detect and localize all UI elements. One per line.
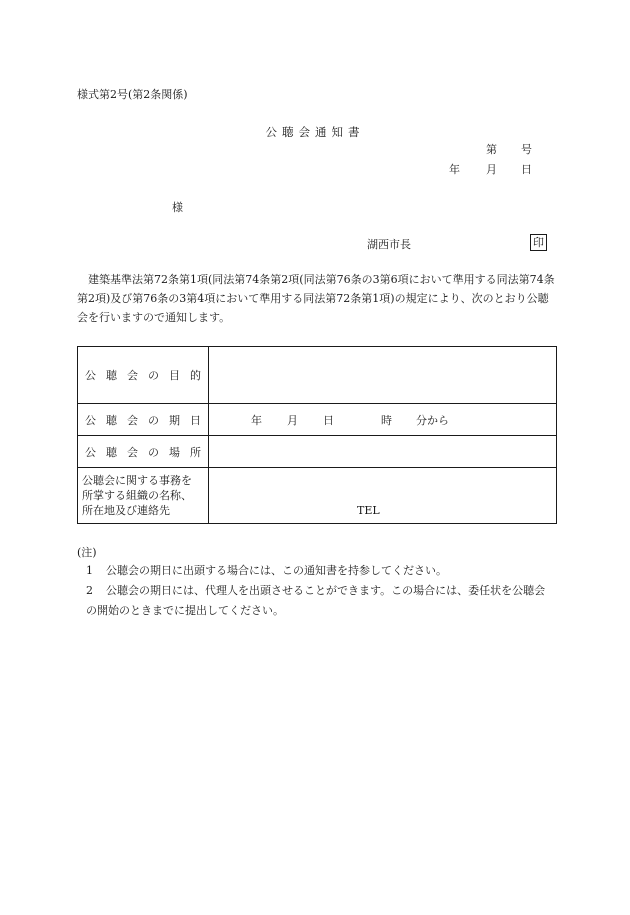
- label-char: の: [148, 413, 159, 427]
- label-char: 場: [169, 445, 180, 459]
- date-value-cell[interactable]: [209, 404, 557, 436]
- table-row-place: [78, 436, 557, 468]
- date-label-cell: [78, 404, 209, 436]
- meeting-year: 年: [251, 413, 262, 427]
- office-value-cell[interactable]: [209, 468, 557, 524]
- date-year: 年: [449, 163, 460, 176]
- label-char: 公: [85, 413, 96, 427]
- label-char: 日: [190, 413, 201, 427]
- office-label-cell: [78, 468, 209, 524]
- place-value-cell[interactable]: [209, 436, 557, 468]
- label-char: 所: [190, 445, 201, 459]
- date-month: 月: [486, 163, 497, 176]
- date-day: 日: [521, 163, 532, 176]
- number-suffix: 号: [521, 143, 532, 156]
- purpose-value-cell[interactable]: [209, 347, 557, 404]
- table-row-date: [78, 404, 557, 436]
- label-char: 目: [169, 369, 180, 382]
- meeting-month: 月: [287, 413, 298, 427]
- table-row-office: [78, 468, 557, 524]
- label-char: 公: [85, 445, 96, 459]
- meeting-day: 日: [323, 413, 334, 427]
- info-table: [77, 346, 557, 524]
- date-label: [78, 412, 208, 428]
- label-char: 会: [127, 445, 138, 459]
- label-char: の: [148, 369, 159, 382]
- office-label-line-3: 所在地及び連絡先: [82, 504, 170, 517]
- label-char: 的: [190, 369, 201, 382]
- number-prefix: 第: [486, 143, 497, 156]
- meeting-minute: 分から: [416, 413, 449, 427]
- issuer-name: 湖西市長: [367, 238, 411, 251]
- label-char: 公: [85, 369, 96, 382]
- office-label-line-2: 所掌する組織の名称、: [82, 489, 192, 502]
- label-char: 聴: [106, 369, 117, 382]
- note-text: 公聴会の期日には、代理人を出頭させることができます。この場合には、委任状を公聴会の開始のときまでに提出してください。: [86, 584, 546, 617]
- addressee-suffix: 様: [172, 201, 183, 214]
- table-row-purpose: [78, 347, 557, 404]
- label-char: 会: [127, 413, 138, 427]
- note-item: [86, 561, 556, 581]
- purpose-label: [78, 367, 208, 383]
- note-text: 公聴会の期日に出頭する場合には、この通知書を持参してください。: [106, 564, 447, 577]
- label-char: 会: [127, 369, 138, 382]
- note-number: 2: [86, 584, 93, 597]
- document-title: 公聴会通知書: [265, 125, 365, 139]
- body-paragraph: 建築基準法第72条第1項(同法第74条第2項(同法第76条の3第6項において準用する同法第74条第2項)及び第76条の3第4項において準用する同法第72条第1項)の規定により、次のとおり公聴会を行いますので通知します。: [77, 273, 555, 324]
- office-label-line-1: 公聴会に関する事務を: [82, 474, 192, 487]
- label-char: 聴: [106, 445, 117, 459]
- seal-mark: 印: [530, 234, 547, 251]
- purpose-label-cell: [78, 347, 209, 404]
- label-char: 期: [169, 413, 180, 427]
- tel-label: TEL: [357, 504, 380, 517]
- notes-heading: (注): [77, 546, 97, 559]
- place-label-cell: [78, 436, 209, 468]
- form-id: 様式第2号(第2条関係): [77, 88, 188, 101]
- place-label: [78, 444, 208, 460]
- label-char: の: [148, 445, 159, 459]
- note-item: [86, 581, 556, 621]
- meeting-hour: 時: [381, 413, 392, 427]
- note-number: 1: [86, 564, 93, 577]
- label-char: 聴: [106, 413, 117, 427]
